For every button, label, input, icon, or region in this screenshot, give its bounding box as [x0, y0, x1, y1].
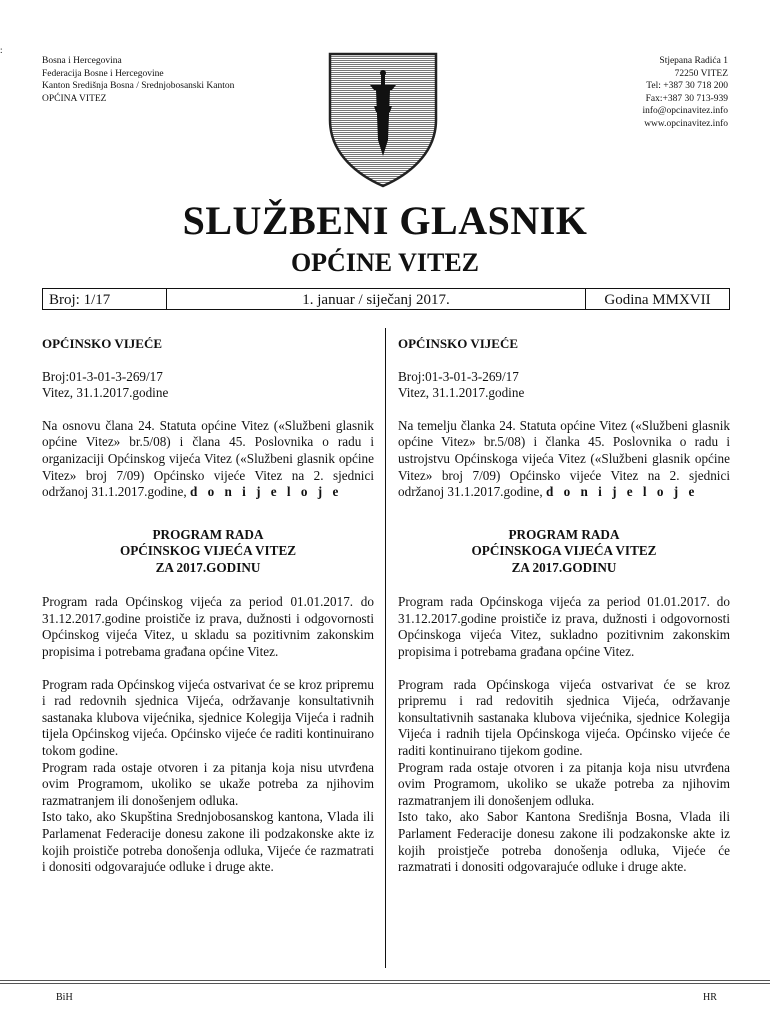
header-right-block [642, 55, 728, 130]
phone-line: Tel: +387 30 718 200 [646, 81, 728, 91]
program-title [42, 527, 374, 577]
header-left-line: OPĆINA VITEZ [42, 93, 107, 104]
header-left-line: Bosna i Hercegovina [42, 56, 122, 66]
ref-number: Broj:01-3-01-3-269/17 [398, 368, 519, 384]
intro-text: Na osnovu člana 24. Statuta općine Vitez («Službeni glasnik općine Vitez» br.5/08) i člana 45. Poslovnika o radu i organizaciji Općinskog vijeća Vitez («Službeni glasnik općine Vitez» broj 7/09) Općinsko vijeće Vitez na 2. sjednici održanoj 31.1.2017.godine, [42, 417, 374, 500]
body-paragraph: Isto tako, ako Skupština Srednjobosanskog kantona, Vlada ili Parlamenat Federacije donesu zakone ili podzakonske akte iz kojih proističe potreba donošenja odluka, Vijeće će razmatrati i donositi odgovarajuće odluke i druge akte. [42, 809, 374, 875]
program-title-line: PROGRAM RADA [508, 526, 620, 542]
body-paragraph: Program rada Općinskoga vijeća ostvarivat će se kroz pripremu i rad redovitih sjednica Vijeća, održavanje konsultativnih sastanaka klubova vijećnika, sjednice Kolegija Vijeća i radnih tijela Općinskoga vijeća. Općinsko vijeće će raditi kontinuirano tijekom godine. [398, 676, 730, 758]
fax-line: Fax:+387 30 713-939 [645, 93, 728, 104]
right-column [398, 336, 730, 876]
footer-right-label: HR [703, 992, 717, 1003]
page-subtitle: OPĆINE VITEZ [290, 248, 480, 277]
page-title: SLUŽBENI GLASNIK [182, 198, 588, 243]
intro-text: Na temelju članka 24. Statuta općine Vitez («Službeni glasnik općine Vitez» br.5/08) i članka 45. Poslovnika o radu i ustrojstvu Općinskoga vijeća Vitez («Službeni glasnik općine Vitez» broj 7/09) Općinsko vijeće Vitez na 2. sjednici održanoj 31.1.2017.godine, [398, 417, 730, 500]
issue-date: 1. januar / siječanj 2017. [167, 289, 586, 309]
ref-number: Broj:01-3-01-3-269/17 [42, 368, 163, 384]
program-title-line: ZA 2017.GODINU [155, 559, 261, 575]
program-title-line: OPĆINSKOG VIJEĆA VITEZ [119, 543, 297, 559]
body-paragraph: Program rada Općinskoga vijeća za period 01.01.2017. do 31.12.2017.godine proističe iz prava, dužnosti i odgovornosti Općinskoga vijeća Vitez, sukladno pozitivnim zakonskim propisima i potrebama građana općine Vitez. [398, 594, 730, 660]
email-link[interactable]: info@opcinavitez.info [642, 106, 728, 116]
footer-rule [0, 983, 770, 984]
issue-info-bar [42, 288, 730, 310]
issue-number: Broj: 1/17 [43, 289, 167, 309]
body-paragraph: Program rada ostaje otvoren i za pitanja koja nisu utvrđena ovim Programom, ukoliko se ukaže potreba za njihovim razmatranjem ili donošenjem odluka. [398, 759, 730, 808]
website-link[interactable]: www.opcinavitez.info [644, 118, 728, 129]
ref-date: Vitez, 31.1.2017.godine [398, 385, 525, 401]
header-left-line: Kanton Središnja Bosna / Srednjobosanski Kanton [42, 81, 235, 91]
footer-rule [0, 980, 770, 981]
body-paragraph: Isto tako, ako Sabor Kantona Središnja Bosna, Vlada ili Parlament Federacije donesu zakone ili podzakonske akte iz kojih proistječe potreba donošenja odluka, Vijeće će razmatrati i donositi odgovarajuće odluke i druge akte. [398, 809, 730, 875]
corner-mark: : [0, 45, 3, 55]
intro-paragraph [42, 418, 374, 501]
program-title-line: ZA 2017.GODINU [511, 559, 617, 575]
header-left-line: Federacija Bosne i Hercegovine [42, 68, 164, 79]
issue-year: Godina MMXVII [604, 292, 711, 308]
address-line: Stjepana Radića 1 [659, 56, 728, 66]
program-title-line: OPĆINSKOGA VIJEĆA VITEZ [471, 543, 657, 559]
intro-paragraph [398, 418, 730, 501]
left-column [42, 336, 374, 876]
ref-date: Vitez, 31.1.2017.godine [42, 385, 169, 401]
header-left-block [42, 55, 234, 105]
section-heading: OPĆINSKO VIJEĆE [398, 336, 519, 351]
section-heading: OPĆINSKO VIJEĆE [42, 336, 163, 351]
body-paragraph: Program rada Općinskog vijeća za period 01.01.2017. do 31.12.2017.godine proističe iz prava, dužnosti i odgovornosti Općinskog vijeća Vitez, u skladu sa pozitivnim zakonskim propisima i potrebama građana općine Vitez. [42, 594, 374, 660]
column-divider [385, 328, 386, 968]
decision-word: d o n i j e l o j e [189, 484, 342, 500]
program-title-line: PROGRAM RADA [152, 526, 264, 542]
body-paragraph: Program rada ostaje otvoren i za pitanja koja nisu utvrđena ovim Programom, ukoliko se ukaže potreba za njihovim razmatranjem ili donošenjem odluka. [42, 759, 374, 808]
program-title [398, 527, 730, 577]
postal-line: 72250 VITEZ [674, 68, 728, 79]
body-paragraph: Program rada Općinskog vijeća ostvarivat će se kroz pripremu i rad redovnih sjednica Vijeća, održavanje konsultativnih sastanaka klubova vijećnika, sjednice Kolegija Vijeća i radnih tijela Općinskog vijeća. Općinsko vijeće će raditi kontinuirano tokom godine. [42, 676, 374, 758]
coat-of-arms-icon [324, 50, 442, 190]
footer-left-label: BiH [56, 992, 73, 1003]
decision-word: d o n i j e l o j e [545, 484, 698, 500]
